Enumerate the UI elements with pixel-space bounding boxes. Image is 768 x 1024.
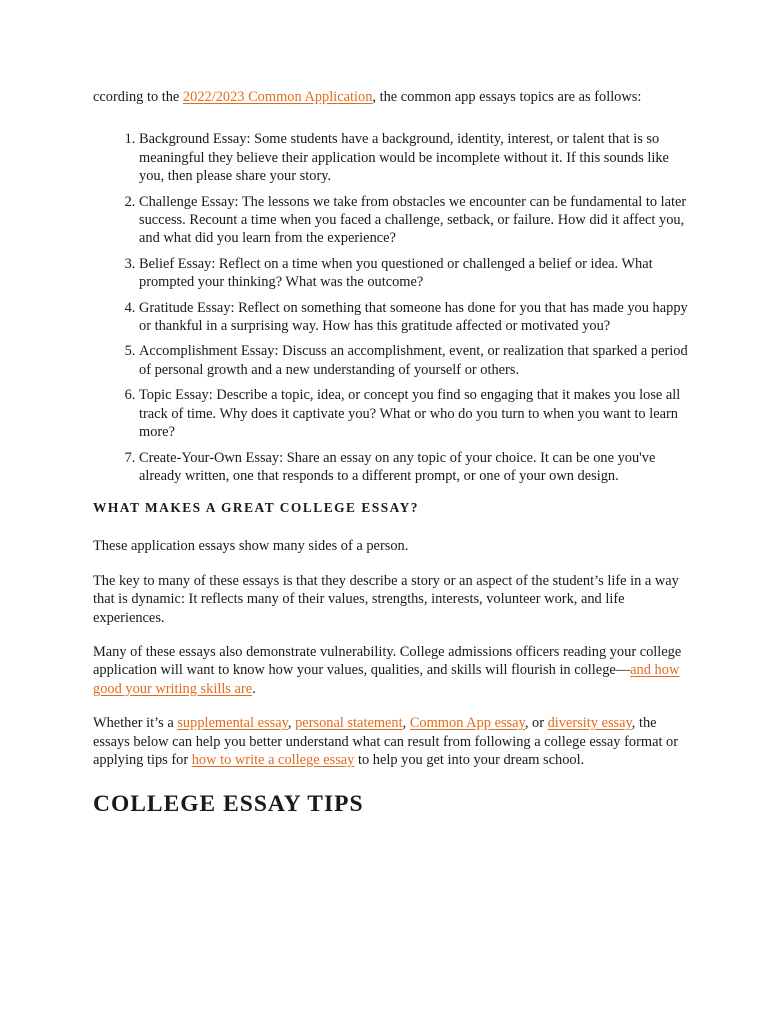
intro-suffix: , the common app essays topics are as follows: xyxy=(372,89,642,105)
list-item-topic-essay: 6. Topic Essay: Describe a topic, idea, or concept you find so engaging that it makes you lose all track of time. Why does it captivate you? What or who do you turn to when you want to learn more? xyxy=(139,386,688,441)
how-to-write-college-essay-link[interactable]: how to write a college essay xyxy=(191,751,355,768)
list-item-create-your-own-essay: 7. Create-Your-Own Essay: Share an essay on any topic of your choice. It can be one you've already written, one that responds to a different prompt, or one of your own design. xyxy=(139,449,688,486)
list-item-challenge-essay: 2. Challenge Essay: The lessons we take from obstacles we encounter can be fundamental to later success. Recount a time when you faced a challenge, setback, or failure. How did it affect you, and what did you learn from the experience? xyxy=(139,193,688,248)
essay-types-text-1: Whether it’s a xyxy=(93,715,178,732)
common-app-essay-link[interactable]: Common App essay xyxy=(409,715,525,732)
supplemental-essay-link[interactable]: supplemental essay xyxy=(177,715,288,732)
essay-types-text-3: , xyxy=(402,715,410,732)
list-item-gratitude-essay: 4. Gratitude Essay: Reflect on something that someone has done for you that has made you happy or thankful in a surprising way. How has this gratitude affected or motivated you? xyxy=(139,299,688,336)
paragraph-key-essays: The key to many of these essays is that they describe a story or an aspect of the student’s life in a way that is dynamic: It reflects many of their values, strengths, interests, volunteer work, and life experiences. xyxy=(93,572,679,626)
essay-types-text-5: , the essays below can help you better understand what can result from following a college essay format or applying tips for xyxy=(93,715,679,768)
college-essay-tips-heading: COLLEGE ESSAY TIPS xyxy=(93,791,364,818)
list-item-accomplishment-essay: 5. Accomplishment Essay: Discuss an accomplishment, event, or realization that sparked a period of personal growth and a new understanding of yourself or others. xyxy=(139,342,688,379)
paragraph-essay-types xyxy=(93,714,688,769)
paragraph-vulnerability xyxy=(93,643,688,698)
section-subheading: WHAT MAKES A GREAT COLLEGE ESSAY? xyxy=(93,500,419,516)
vulnerability-end: . xyxy=(252,680,256,697)
essay-topics-list xyxy=(93,130,688,485)
intro-paragraph xyxy=(93,88,688,106)
essay-types-text-2: , xyxy=(287,715,296,732)
vulnerability-text: Many of these essays also demonstrate vulnerability. College admissions officers reading your college application will want to know how your values, qualities, and skills will flourish in college— xyxy=(93,643,682,679)
writing-skills-link[interactable]: and how good your writing skills are xyxy=(93,662,680,697)
essay-types-text-4: , or xyxy=(524,715,548,732)
intro-prefix: ccording to the xyxy=(93,89,183,105)
diversity-essay-link[interactable]: diversity essay xyxy=(547,715,632,732)
list-item-belief-essay: 3. Belief Essay: Reflect on a time when you questioned or challenged a belief or idea. What prompted your thinking? What was the outcome? xyxy=(139,255,688,292)
essay-types-text-6: to help you get into your dream school. xyxy=(354,751,585,768)
list-item-background-essay: 1. Background Essay: Some students have a background, identity, interest, or talent that is so meaningful they believe their application would be incomplete without it. If this sounds like you, then please share your story. xyxy=(139,130,688,185)
paragraph-many-sides: These application essays show many sides of a person. xyxy=(93,538,409,555)
common-application-link[interactable]: 2022/2023 Common Application xyxy=(182,89,373,105)
personal-statement-link[interactable]: personal statement xyxy=(295,715,403,732)
